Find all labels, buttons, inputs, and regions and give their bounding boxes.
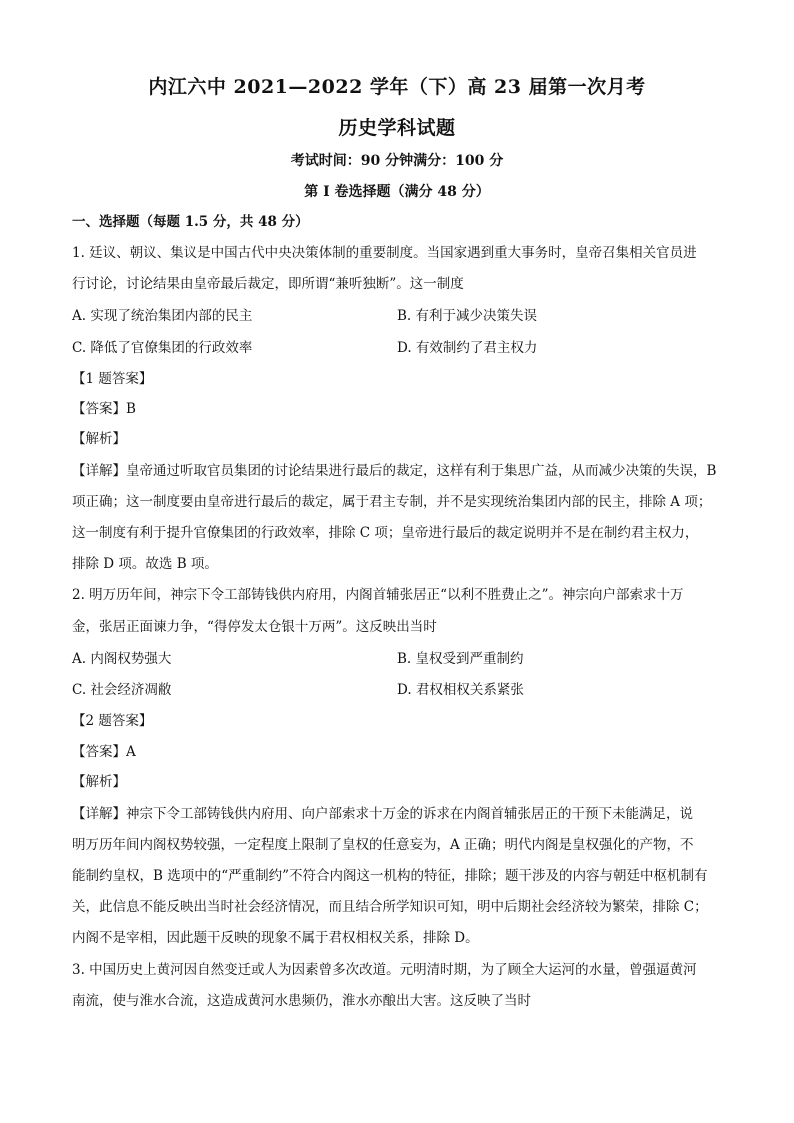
exam-info: 考试时间：90 分钟满分：100 分 <box>290 153 504 169</box>
exam-subtitle: 历史学科试题 <box>338 117 456 139</box>
q1-option-c: C. 降低了官僚集团的行政效率 <box>72 340 253 356</box>
q1-option-a: A. 实现了统治集团内部的民主 <box>72 308 253 324</box>
q2-answer: 【答案】A <box>72 744 136 760</box>
q1-detail-line-3: 这一制度有利于提升官僚集团的行政效率，排除 C 项；皇帝进行最后的裁定说明并不是在制约君主权力， <box>72 525 699 541</box>
section-title: 第 I 卷选择题（满分 48 分） <box>304 184 490 200</box>
q1-stem-line-2: 行讨论，讨论结果由皇帝最后裁定，即所谓“兼听独断”。这一制度 <box>72 276 464 292</box>
q3-stem-line-2: 南流，使与淮水合流，这造成黄河水患频仍，淮水亦酿出大害。这反映了当时 <box>72 993 531 1009</box>
q2-option-c: C. 社会经济凋敝 <box>72 682 172 698</box>
q2-option-a: A. 内阁权势强大 <box>72 651 172 667</box>
q2-analysis-label: 【解析】 <box>72 774 126 790</box>
q2-detail-line-3: 能制约皇权，B 选项中的“严重制约”不符合内阁这一机构的特征，排除；题干涉及的内容与朝廷中枢机制有 <box>72 868 708 884</box>
q2-stem-line-1: 2. 明万历年间，神宗下令工部铸钱供内府用，内阁首辅张居正“以利不胜费止之”。神宗向户部索求十万 <box>72 587 684 603</box>
q1-answer-title: 【1 题答案】 <box>72 371 153 387</box>
q2-answer-title: 【2 题答案】 <box>72 713 153 729</box>
q3-stem-line-1: 3. 中国历史上黄河因自然变迁或人为因素曾多次改道。元明清时期，为了顾全大运河的水量，曾强逼黄河 <box>72 962 697 978</box>
q1-option-b: B. 有利于减少决策失误 <box>397 308 538 324</box>
q1-analysis-label: 【解析】 <box>72 431 126 447</box>
q2-detail-line-2: 明万历年间内阁权势较强，一定程度上限制了皇权的任意妄为，A 正确；明代内阁是皇权强化的产物，不 <box>72 837 694 853</box>
q1-detail-line-4: 排除 D 项。故选 B 项。 <box>72 556 218 572</box>
part-heading: 一、选择题（每题 1.5 分，共 48 分） <box>72 214 309 230</box>
q2-detail-line-1: 【详解】神宗下令工部铸钱供内府用、向户部索求十万金的诉求在内阁首辅张居正的干预下未能满足，说 <box>72 806 693 822</box>
q2-option-b: B. 皇权受到严重制约 <box>397 651 524 667</box>
q1-detail-line-2: 项正确；这一制度要由皇帝进行最后的裁定，属于君主专制，并不是实现统治集团内部的民主，排除 A 项； <box>72 494 712 510</box>
q1-option-d: D. 有效制约了君主权力 <box>397 340 538 356</box>
q2-detail-line-4: 关，此信息不能反映出当时社会经济情况，而且结合所学知识可知，明中后期社会经济较为繁荣，排除 C； <box>72 899 708 915</box>
q1-detail-line-1: 【详解】皇帝通过听取官员集团的讨论结果进行最后的裁定，这样有利于集思广益，从而减少决策的失误，B <box>72 463 717 479</box>
q1-answer: 【答案】B <box>72 401 136 417</box>
q2-detail-line-5: 内阁不是宰相，因此题干反映的现象不属于君权相权关系，排除 D。 <box>72 930 479 946</box>
q1-stem-line-1: 1. 廷议、朝议、集议是中国古代中央决策体制的重要制度。当国家遇到重大事务时，皇帝召集相关官员进 <box>72 245 697 261</box>
q2-option-d: D. 君权相权关系紧张 <box>397 682 524 698</box>
exam-title: 内江六中 2021—2022 学年（下）高 23 届第一次月考 <box>148 76 646 98</box>
q2-stem-line-2: 金，张居正面谏力争，“得停发太仓银十万两”。这反映出当时 <box>72 619 437 635</box>
